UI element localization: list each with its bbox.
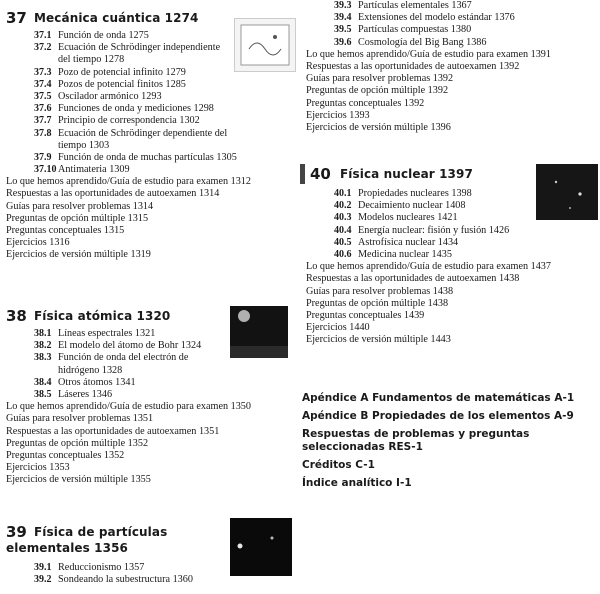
chapter-title: Mecánica cuántica 1274 <box>34 11 199 25</box>
chapter-37: 37 Mecánica cuántica 1274 37.1 Función de onda 1275 37.2 Ecuación de Schrödinger independiente del tiempo 1278 37.3 Pozo de potencial infinito 1279 37.4 Pozos de potencial finitos 1285 37.5 Oscilador armónico 1293 37.6 Funciones de onda y mediciones 1298 37.7 Principio de correspondencia 1302 37.8 Ecuación de Schrödinger dependiente del tiempo 1303 37.9 Función de onda de muchas partículas 1305 37.10 Antimateria 1309 Lo que hemos aprendido/Guía de estudio para examen 1312 Respuestas a las oportunidades de autoexamen 1314 Guías para resolver problemas 1314 Preguntas de opción múltiple 1315 Preguntas conceptuales 1315 Ejercicios 1316 Ejercicios de versión múltiple 1319 <box>0 8 300 30</box>
laser-glow-icon <box>230 306 288 358</box>
chapter-title: Física de partículas <box>34 525 168 539</box>
particle-dots-icon <box>230 518 292 576</box>
diagram-sketch-icon <box>235 19 295 71</box>
starfield-icon <box>536 164 598 220</box>
chapter-number: 37 <box>6 9 27 27</box>
appendix-b-link[interactable]: Apéndice B Propiedades de los elementos A-9 <box>302 410 574 422</box>
appendix-list <box>302 392 574 490</box>
credits-link[interactable]: Créditos C-1 <box>302 459 375 471</box>
answers-link-line2[interactable]: seleccionadas RES-1 <box>302 441 423 453</box>
chapter-39-image <box>230 518 292 576</box>
chapter-title-line2: elementales 1356 <box>6 541 128 555</box>
chapter-39: 39 Física de partículas elementales 1356 39.1 Reduccionismo 1357 39.2 Sondeando la subestructura 1360 <box>0 522 300 558</box>
chapter-number: 40 <box>310 165 331 183</box>
chapter-number: 38 <box>6 307 27 325</box>
chapter-title: Física nuclear 1397 <box>340 167 473 181</box>
chapter-38: 38 Física atómica 1320 38.1 Líneas espectrales 1321 38.2 El modelo del átomo de Bohr 1324 38.3 Función de onda del electrón de hidrógeno 1328 38.4 Otros átomos 1341 38.5 Láseres 1346 Lo que hemos aprendido/Guía de estudio para examen 1350 Guías para resolver problemas 1351 Respuestas a las oportunidades de autoexamen 1351 Preguntas de opción múltiple 1352 Preguntas conceptuales 1352 Ejercicios 1353 Ejercicios de versión múltiple 1355 <box>0 306 300 328</box>
chapter-37-image <box>234 18 296 72</box>
chapter-title: Física atómica 1320 <box>34 309 171 323</box>
chapter-40: 40 Física nuclear 1397 40.1 Propiedades nucleares 1398 40.2 Decaimiento nuclear 1408 40.3 Modelos nucleares 1421 40.4 Energía nuclear: fisión y fusión 1426 40.5 Astrofísica nuclear 1434 40.6 Medicina nuclear 1435 Lo que hemos aprendido/Guía de estudio para examen 1437 Respuestas a las oportunidades de autoexamen 1438 Guías para resolver problemas 1438 Preguntas de opción múltiple 1438 Preguntas conceptuales 1439 Ejercicios 1440 Ejercicios de versión múltiple 1443 <box>300 164 600 186</box>
appendix-a-link[interactable]: Apéndice A Fundamentos de matemáticas A-1 <box>302 392 575 404</box>
answers-link[interactable]: Respuestas de problemas y preguntas <box>302 428 530 440</box>
chapter-38-image <box>230 306 288 358</box>
chapter-number: 39 <box>6 523 27 541</box>
chapter-40-image <box>536 164 598 220</box>
index-link[interactable]: Índice analítico I-1 <box>302 477 412 489</box>
